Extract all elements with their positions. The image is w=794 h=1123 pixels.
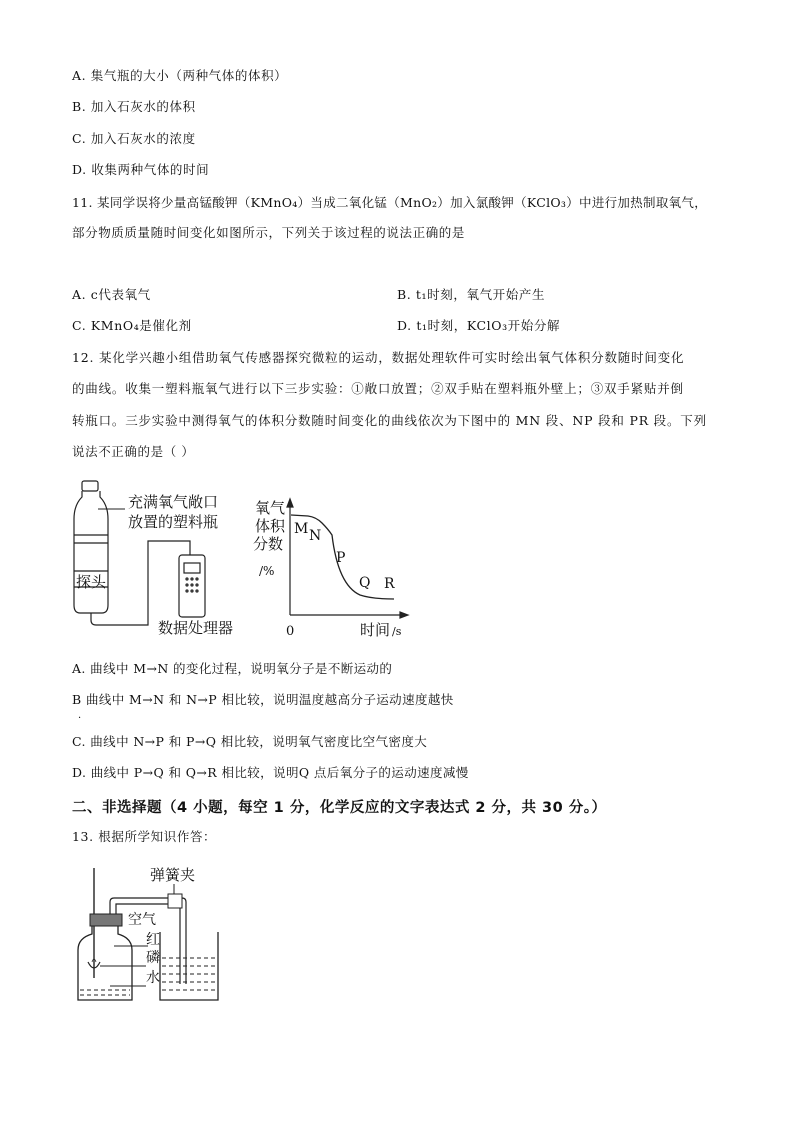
- q11-option-d: D. t₁时刻，KClO₃开始分解: [397, 318, 561, 333]
- q12-option-b: B 曲线中 M→N 和 N→P 相比较，说明温度越高分子运动速度越快: [72, 692, 454, 707]
- data-processor-device: [179, 555, 205, 617]
- graph-origin-label: 0: [286, 624, 295, 639]
- bottle-label-line1: 充满氧气敞口: [128, 493, 219, 511]
- q12-option-d: D. 曲线中 P→Q 和 Q→R 相比较，说明Q 点后氧分子的运动速度减慢: [72, 765, 469, 780]
- q13-figure: [70, 862, 230, 1012]
- q12-stem-line2: 的曲线。收集一塑料瓶氧气进行以下三步实验：①敞口放置；②双手贴在塑料瓶外壁上；③双手紧贴并倒: [72, 381, 684, 396]
- q11-option-a: A. c代表氧气: [72, 287, 151, 302]
- phosphorus-label-2: 磷: [146, 950, 160, 966]
- gas-collecting-bottle: [78, 926, 132, 1000]
- beaker-water: [162, 958, 216, 990]
- graph-x-label: 时间: [360, 621, 391, 639]
- graph-y-label-2: 体积: [255, 517, 286, 535]
- q12-stem-line3: 转瓶口。三步实验中测得氧气的体积分数随时间变化的曲线依次为下图中的 MN 段、NP 段和 PR 段。下列: [72, 413, 707, 428]
- point-m-label: M: [294, 521, 309, 537]
- water-label: 水: [146, 970, 160, 986]
- q12-stem-line4: 说法不正确的是（ ）: [72, 444, 195, 459]
- probe-label: 探头: [76, 573, 107, 591]
- q10-option-d: D. 收集两种气体的时间: [72, 162, 210, 177]
- q11-option-b: B. t₁时刻，氧气开始产生: [397, 287, 546, 302]
- section-2-title: 二、非选择题（4 小题，每空 1 分，化学反应的文字表达式 2 分，共 30 分。）: [72, 800, 607, 816]
- graph-axes: [287, 499, 408, 618]
- q10-option-a: A. 集气瓶的大小（两种气体的体积）: [72, 68, 288, 83]
- q12-figure: [60, 475, 420, 645]
- q13-stem: 13. 根据所学知识作答：: [72, 829, 217, 844]
- point-q-label: Q: [359, 575, 371, 591]
- clamp-label: 弹簧夹: [150, 866, 196, 884]
- spring-clamp: [168, 894, 182, 908]
- q10-option-c: C. 加入石灰水的浓度: [72, 131, 196, 146]
- point-r-label: R: [384, 576, 395, 592]
- air-label: 空气: [128, 912, 156, 928]
- graph-y-label-4: /%: [259, 564, 275, 578]
- flask-water: [80, 990, 130, 995]
- plastic-bottle: [74, 481, 108, 613]
- q11-option-c: C. KMnO₄是催化剂: [72, 318, 192, 333]
- graph-y-label-3: 分数: [253, 535, 284, 553]
- q12-stem-line1: 12. 某化学兴趣小组借助氧气传感器探究微粒的运动，数据处理软件可实时绘出氧气体积分数随时间变化: [72, 350, 685, 365]
- q12-option-c: C. 曲线中 N→P 和 P→Q 相比较，说明氧气密度比空气密度大: [72, 734, 428, 749]
- graph-x-unit: /s: [392, 625, 402, 638]
- phosphorus-label-1: 红: [146, 932, 160, 948]
- graph-y-label-1: 氧气: [255, 499, 286, 517]
- q12-option-a: A. 曲线中 M→N 的变化过程，说明氧分子是不断运动的: [72, 661, 393, 676]
- rubber-stopper: [90, 914, 122, 926]
- point-p-label: P: [336, 550, 346, 566]
- q11-stem-line1: 11. 某同学误将少量高锰酸钾（KMnO₄）当成二氧化锰（MnO₂）加入氯酸钾（KClO₃）中进行加热制取氧气，: [72, 195, 708, 210]
- processor-label: 数据处理器: [158, 619, 234, 637]
- beaker: [160, 932, 218, 1000]
- q11-stem-line2: 部分物质质量随时间变化如图所示，下列关于该过程的说法正确的是: [72, 225, 466, 240]
- bottle-label-line2: 放置的塑料瓶: [128, 513, 219, 531]
- q10-option-b: B. 加入石灰水的体积: [72, 99, 196, 114]
- point-n-label: N: [309, 528, 322, 544]
- stray-dot: ·: [78, 713, 82, 724]
